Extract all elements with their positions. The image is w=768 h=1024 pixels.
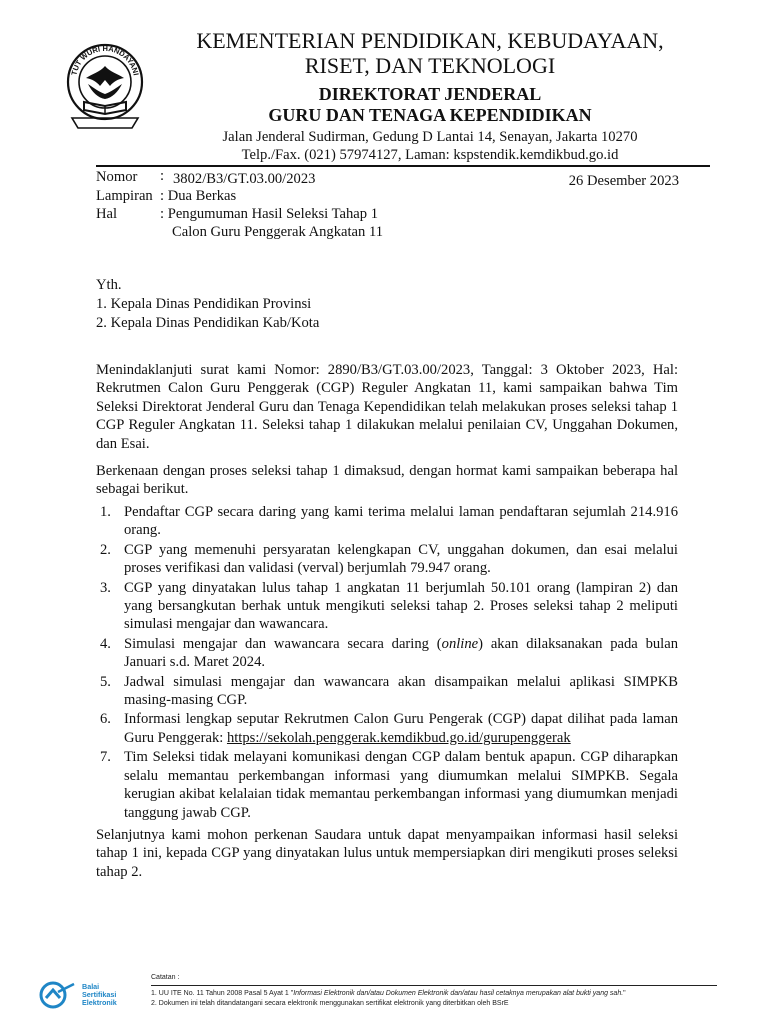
footer-divider [151,985,717,986]
footer-note-1-prefix: 1. UU ITE No. 11 Tahun 2008 Pasal 5 Ayat 1 " [151,990,294,997]
bsre-label-line3: Elektronik [82,998,117,1007]
list-item-italic: online [441,635,479,652]
list-item [96,579,678,634]
list-item-number: 6. [100,711,111,728]
directorate-name-line2: GURU DAN TENAGA KEPENDIDIKAN [268,105,592,125]
list-item [96,710,678,747]
hal-value-line2: Calon Guru Penggerak Angkatan 11 [172,224,384,240]
logo-motto-text: TUT WURI HANDAYANI [69,43,141,77]
list-item-number: 4. [100,635,111,652]
list-item-text: Pendaftar CGP secara daring yang kami terima melalui laman pendaftaran sejumlah 214.916 orang. [124,504,678,539]
recipient-item-2: 2. Kepala Dinas Pendidikan Kab/Kota [96,315,320,331]
list-item-text: ) akan dilaksanakan pada bulan Januari s.d. Maret 2024. [124,635,678,671]
list-item-text: CGP yang dinyatakan lulus tahap 1 angkatan 11 berjumlah 50.101 orang (lampiran 2) dan yang bersangkutan berhak untuk mengikuti seleksi tahap 2. Proses seleksi tahap 2 meliputi simulasi mengajar dan wawancara. [124,579,678,633]
catatan-label: Catatan : [151,974,180,981]
hal-label: Hal [96,206,118,222]
footer-note-1-suffix: " [623,990,626,997]
list-item [96,503,678,540]
list-item-text: Informasi lengkap seputar Rekrutmen Calon Guru Pengerak (CGP) dapat dilihat pada laman Guru Penggerak: [124,711,678,746]
header-divider [96,165,710,167]
list-item-number: 7. [100,749,111,766]
list-item-text: Jadwal simulasi mengajar dan wawancara akan disampaikan melalui aplikasi SIMPKB masing-masing CGP. [124,673,678,709]
footer-note-1 [151,989,751,999]
nomor-separator: : [160,168,165,184]
ministry-logo [64,36,146,138]
footer-note-2: 2. Dokumen ini telah ditandatangani secara elektronik menggunakan sertifikat elektronik yang diterbitkan oleh BSrE [151,1000,509,1007]
ministry-name-line2: RISET, DAN TEKNOLOGI [304,53,556,78]
list-item-number: 5. [100,673,111,690]
letter-date: 26 Desember 2023 [568,173,679,189]
bsre-label-line2: Sertifikasi [82,990,117,999]
bsre-label-line1: Balai [82,982,100,991]
body-paragraph-1: Menindaklanjuti surat kami Nomor: 2890/B3/GT.03.00/2023, Tanggal: 3 Oktober 2023, Hal: Rekrutmen Calon Guru Penggerak (CGP) Reguler Angkatan 11, kami sampaikan bahwa Tim Seleksi Direktorat Jenderal Guru dan Tenaga Kependidikan telah melakukan proses seleksi tahap 1 CGP Reguler Angkatan 11. Seleksi tahap 1 dilakukan melalui penilaian CV, Unggahan Dokumen, dan Esai. [96,362,678,452]
list-item-text: CGP yang memenuhi persyaratan kelengkapan CV, unggahan dokumen, dan esai melalui proses verifikasi dan validasi (verval) berjumlah 79.947 orang. [124,541,678,577]
directorate-name [150,84,710,126]
directorate-name-line1: DIREKTORAT JENDERAL [318,84,542,104]
contact-line: Telp./Fax. (021) 57974127, Laman: kspstendik.kemdikbud.go.id [241,147,619,163]
bsre-logo [38,980,78,1010]
guru-penggerak-link[interactable]: https://sekolah.penggerak.kemdikbud.go.id/gurupenggerak [226,729,571,746]
footer-note-1-italic: Informasi Elektronik dan/atau Dokumen Elektronik dan/atau hasil cetaknya merupakan alat bukti yang sah. [293,990,624,997]
hal-value-line1: : Pengumuman Hasil Seleksi Tahap 1 [160,206,378,222]
ministry-name [150,28,710,78]
body-paragraph-3: Selanjutnya kami mohon perkenan Saudara untuk dapat menyampaikan informasi hasil seleksi tahap 1 ini, kepada CGP yang dinyatakan lulus untuk mempersiapkan diri mengikuti proses seleksi tahap 2. [96,827,678,880]
address-line: Jalan Jenderal Sudirman, Gedung D Lantai 14, Senayan, Jakarta 10270 [222,129,638,145]
body-paragraph-2: Berkenaan dengan proses seleksi tahap 1 dimaksud, dengan hormat kami sampaikan beberapa hal sebagai berikut. [96,463,678,498]
points-list [96,503,678,823]
list-item-number: 2. [100,541,111,558]
ministry-name-line1: KEMENTERIAN PENDIDIKAN, KEBUDAYAAN, [196,28,664,53]
lampiran-label: Lampiran [96,188,153,204]
list-item-number: 1. [100,504,111,520]
nomor-value: 3802/B3/GT.03.00/2023 [173,171,316,187]
tut-wuri-handayani-emblem [64,36,146,138]
list-item-text: Tim Seleksi tidak melayani komunikasi dengan CGP dalam bentuk apapun. CGP diharapkan selalu memantau perkembangan informasi yang diumumkan melalui SIMPKB. Segala kerugian akibat kelalaian tidak memantau perkembangan informasi yang diumumkan menjadi tanggung jawab CGP. [124,749,678,821]
nomor-label: Nomor [96,169,138,185]
list-item [96,635,678,672]
list-item [96,673,678,710]
address-block [150,128,710,164]
list-item-number: 3. [100,579,111,596]
bsre-label [82,983,117,1007]
list-item [96,748,678,822]
recipient-salutation: Yth. [96,277,122,293]
bsre-logo-icon [38,980,78,1010]
lampiran-value: : Dua Berkas [160,188,237,204]
list-item [96,541,678,578]
list-item-text: Simulasi mengajar dan wawancara secara daring ( [124,635,442,652]
recipient-item-1: 1. Kepala Dinas Pendidikan Provinsi [96,296,312,312]
